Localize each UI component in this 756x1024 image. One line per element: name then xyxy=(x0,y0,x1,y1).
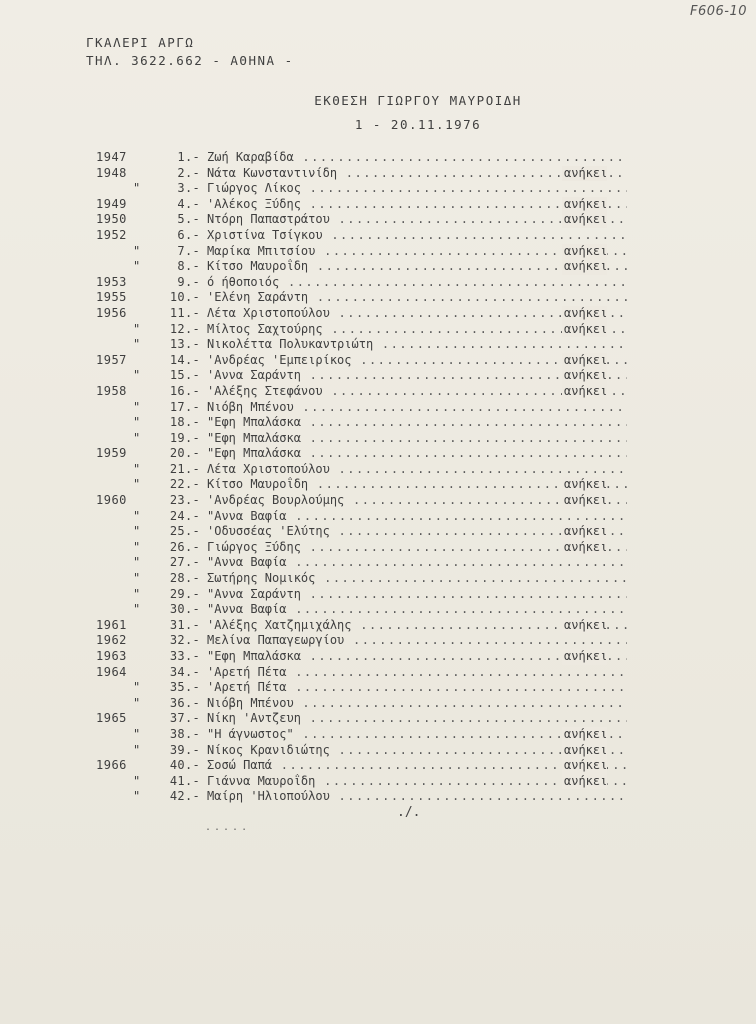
entry-status: ανήκει xyxy=(564,617,608,632)
entry-number: 3.- xyxy=(177,181,200,196)
entry-status: ανήκει xyxy=(564,477,608,492)
entry-number: 23.- xyxy=(169,493,200,508)
entry-owner-name: Μίλτος Σαχτούρης ..... xyxy=(207,322,627,338)
list-item xyxy=(92,166,652,182)
entry-year: 1966 xyxy=(96,758,127,773)
entry-number: 34.- xyxy=(169,664,200,679)
trailing-dots: ..... xyxy=(205,822,251,833)
list-item xyxy=(92,400,652,416)
entry-owner-name: "Εφη Μπαλάσκα ..... xyxy=(207,446,627,462)
entry-owner-name: "Αννα Βαφία ..... xyxy=(207,509,627,525)
entry-status: ανήκει xyxy=(564,524,608,539)
entry-year: 1961 xyxy=(96,617,127,632)
exhibition-dates: 1 - 20.11.1976 xyxy=(354,117,482,132)
entry-number: 9.- xyxy=(177,274,200,289)
entry-owner-name: Χριστίνα Τσίγκου ..... xyxy=(207,228,627,244)
entry-year: " xyxy=(133,368,141,383)
list-item xyxy=(92,431,652,447)
entry-status: ανήκει xyxy=(564,539,608,554)
entry-number: 10.- xyxy=(169,290,200,305)
gallery-phone: ΤΗΛ. 3622.662 - ΑΘΗΝΑ - xyxy=(86,53,294,68)
entry-owner-name: "Εφη Μπαλάσκα ..... xyxy=(207,415,627,431)
entry-year: " xyxy=(133,695,141,710)
entry-year: " xyxy=(133,524,141,539)
entry-year: " xyxy=(133,555,141,570)
entry-status: ανήκει xyxy=(564,165,608,180)
entry-number: 28.- xyxy=(169,571,200,586)
list-item xyxy=(92,306,652,322)
entry-owner-name: "Αννα Βαφία ..... xyxy=(207,602,627,618)
entry-owner-name: "Εφη Μπαλάσκα ..... xyxy=(207,431,627,447)
list-item xyxy=(92,555,652,571)
entry-owner-name: 'Αρετή Πέτα ..... xyxy=(207,680,627,696)
entry-number: 2.- xyxy=(177,165,200,180)
entry-year: 1960 xyxy=(96,493,127,508)
entry-status: ανήκει xyxy=(564,196,608,211)
entry-owner-name: Νίκη 'Αντζευη ..... xyxy=(207,711,627,727)
entry-owner-name: "Εφη Μπαλάσκα ..... xyxy=(207,649,627,665)
list-item xyxy=(92,680,652,696)
entry-year: 1963 xyxy=(96,649,127,663)
entry-owner-name: 'Αλέξης Στεφάνου ..... xyxy=(207,384,627,400)
list-item xyxy=(92,197,652,213)
list-item xyxy=(92,244,652,260)
list-item xyxy=(92,633,652,649)
entry-year: " xyxy=(133,243,141,258)
entry-year: " xyxy=(133,337,141,352)
entry-year: 1957 xyxy=(96,352,127,367)
entry-year: " xyxy=(133,742,141,757)
entry-owner-name: 'Ανδρέας 'Εμπειρίκος ..... xyxy=(207,353,627,369)
list-item xyxy=(92,462,652,478)
entry-number: 26.- xyxy=(169,539,200,554)
entry-owner-name: ό ήθοποιός ..... xyxy=(207,275,627,291)
list-item xyxy=(92,384,652,400)
entry-owner-name: Νιόβη Μπένου ..... xyxy=(207,400,627,416)
entry-status: ανήκει xyxy=(564,352,608,367)
entry-number: 38.- xyxy=(169,726,200,741)
entry-year: " xyxy=(133,539,141,554)
entry-year: 1965 xyxy=(96,711,127,726)
list-item xyxy=(92,228,652,244)
entry-year: " xyxy=(133,680,141,695)
entry-owner-name: Μελίνα Παπαγεωργίου ..... xyxy=(207,633,627,649)
list-item xyxy=(92,758,652,774)
entry-year: 1947 xyxy=(96,150,127,164)
entry-year: " xyxy=(133,399,141,414)
entry-owner-name: 'Ελένη Σαράντη ..... xyxy=(207,290,627,306)
entry-owner-name: 'Ανδρέας Βουρλούμης ..... xyxy=(207,493,627,509)
entry-status: ανήκει xyxy=(564,773,608,788)
entry-owner-name: Κίτσο Μαυροΐδη ..... xyxy=(207,477,627,493)
entry-status: ανήκει xyxy=(564,259,608,274)
entry-owner-name: Γιάννα Μαυροΐδη ..... xyxy=(207,774,627,790)
list-item xyxy=(92,446,652,462)
entry-number: 8.- xyxy=(177,259,200,274)
entry-status: ανήκει xyxy=(564,383,608,398)
list-item xyxy=(92,353,652,369)
entry-year: " xyxy=(133,571,141,586)
entry-number: 33.- xyxy=(169,649,200,663)
list-item xyxy=(92,649,652,665)
entry-owner-name: "Η άγνωστος" ..... xyxy=(207,727,627,743)
entry-owner-name: "Αννα Σαράντη ..... xyxy=(207,587,627,603)
entry-owner-name: Λέτα Χριστοπούλου ..... xyxy=(207,462,627,478)
entry-owner-name: Μαρίκα Μπιτσίου ..... xyxy=(207,244,627,260)
entry-year: " xyxy=(133,602,141,617)
list-item xyxy=(92,368,652,384)
entry-status: ανήκει xyxy=(564,212,608,227)
entry-year: " xyxy=(133,430,141,445)
entry-year: 1949 xyxy=(96,196,127,211)
entry-owner-name: Νικολέττα Πολυκαντριώτη ..... xyxy=(207,337,627,353)
entry-year: " xyxy=(133,586,141,601)
entry-owner-name: Γιώργος Ξύδης ..... xyxy=(207,540,627,556)
list-item xyxy=(92,774,652,790)
list-item xyxy=(92,493,652,509)
entry-status: ανήκει xyxy=(564,305,608,320)
entry-year: 1953 xyxy=(96,274,127,289)
list-item xyxy=(92,789,652,805)
list-item xyxy=(92,618,652,634)
list-item xyxy=(92,322,652,338)
entry-number: 7.- xyxy=(177,243,200,258)
entry-number: 11.- xyxy=(169,305,200,320)
list-item xyxy=(92,275,652,291)
entry-owner-name: 'Αρετή Πέτα ..... xyxy=(207,665,627,681)
entry-year: " xyxy=(133,415,141,430)
entry-year: 1956 xyxy=(96,305,127,320)
entry-number: 32.- xyxy=(169,633,200,648)
entry-number: 37.- xyxy=(169,711,200,726)
archive-reference: F606-10 xyxy=(690,4,748,19)
entry-owner-name: Γιώργος Λίκος ..... xyxy=(207,181,627,197)
list-item xyxy=(92,337,652,353)
entry-year: " xyxy=(133,461,141,476)
entry-owner-name: 'Αλέξης Χατζημιχάλης ..... xyxy=(207,618,627,634)
entry-number: 1.- xyxy=(177,150,200,164)
entry-owner-name: Ντόρη Παπαστράτου ..... xyxy=(207,212,627,228)
entry-status: ανήκει xyxy=(564,493,608,508)
entry-number: 17.- xyxy=(169,399,200,414)
entry-status: ανήκει xyxy=(564,649,608,663)
list-item xyxy=(92,727,652,743)
list-item xyxy=(92,290,652,306)
entry-owner-name: Ζωή Καραβίδα ..... xyxy=(207,150,627,166)
entry-year: 1958 xyxy=(96,383,127,398)
list-item xyxy=(92,571,652,587)
entry-number: 42.- xyxy=(169,789,200,804)
entry-owner-name: 'Οδυσσέας 'Ελύτης ..... xyxy=(207,524,627,540)
entry-number: 30.- xyxy=(169,602,200,617)
entry-number: 27.- xyxy=(169,555,200,570)
list-item xyxy=(92,150,652,166)
entry-status: ανήκει xyxy=(564,243,608,258)
list-item xyxy=(92,711,652,727)
entry-number: 14.- xyxy=(169,352,200,367)
entry-number: 12.- xyxy=(169,321,200,336)
entry-owner-name: Σωτήρης Νομικός ..... xyxy=(207,571,627,587)
entry-owner-name: 'Αλέκος Ξύδης ..... xyxy=(207,197,627,213)
entry-status: ανήκει xyxy=(564,758,608,773)
entry-year: 1948 xyxy=(96,165,127,180)
entry-year: " xyxy=(133,181,141,196)
entry-owner-name: 'Αννα Σαράντη ..... xyxy=(207,368,627,384)
entry-owner-name: Λέτα Χριστοπούλου ..... xyxy=(207,306,627,322)
entry-number: 36.- xyxy=(169,695,200,710)
list-item xyxy=(92,259,652,275)
entry-number: 19.- xyxy=(169,430,200,445)
exhibition-title: ΕΚΘΕΣΗ ΓΙΩΡΓΟΥ ΜΑΥΡΟΙΔΗ xyxy=(314,93,522,108)
entry-year: " xyxy=(133,321,141,336)
entry-year: " xyxy=(133,477,141,492)
list-item xyxy=(92,524,652,540)
entry-year: 1962 xyxy=(96,633,127,648)
list-item xyxy=(92,415,652,431)
entry-number: 13.- xyxy=(169,337,200,352)
entry-year: 1952 xyxy=(96,227,127,242)
entry-year: " xyxy=(133,508,141,523)
entry-owner-name: Μαίρη 'Ηλιοπούλου ..... xyxy=(207,789,627,805)
continuation-mark: ./. xyxy=(397,805,421,820)
entry-year: " xyxy=(133,259,141,274)
entry-owner-name: Νάτα Κωνσταντινίδη ..... xyxy=(207,166,627,182)
entry-number: 39.- xyxy=(169,742,200,757)
list-item xyxy=(92,540,652,556)
list-item xyxy=(92,477,652,493)
works-list xyxy=(92,150,652,805)
entry-status: ανήκει xyxy=(564,726,608,741)
entry-owner-name: Κίτσο Μαυροΐδη ..... xyxy=(207,259,627,275)
entry-number: 16.- xyxy=(169,383,200,398)
list-item xyxy=(92,602,652,618)
entry-owner-name: "Αννα Βαφία ..... xyxy=(207,555,627,571)
entry-year: 1950 xyxy=(96,212,127,227)
gallery-name: ΓΚΑΛΕΡΙ ΑΡΓΩ xyxy=(86,35,195,50)
entry-number: 21.- xyxy=(169,461,200,476)
entry-owner-name: Νιόβη Μπένου ..... xyxy=(207,696,627,712)
entry-number: 41.- xyxy=(169,773,200,788)
entry-year: 1955 xyxy=(96,290,127,305)
entry-number: 5.- xyxy=(177,212,200,227)
list-item xyxy=(92,587,652,603)
entry-number: 24.- xyxy=(169,508,200,523)
list-item xyxy=(92,181,652,197)
list-item xyxy=(92,743,652,759)
entry-number: 4.- xyxy=(177,196,200,211)
list-item xyxy=(92,696,652,712)
entry-owner-name: Σοσώ Παπά ..... xyxy=(207,758,627,774)
entry-status: ανήκει xyxy=(564,742,608,757)
list-item xyxy=(92,212,652,228)
entry-year: 1964 xyxy=(96,664,127,679)
entry-status: ανήκει xyxy=(564,321,608,336)
entry-number: 18.- xyxy=(169,415,200,430)
entry-number: 35.- xyxy=(169,680,200,695)
entry-number: 15.- xyxy=(169,368,200,383)
entry-year: " xyxy=(133,773,141,788)
entry-number: 6.- xyxy=(177,227,200,242)
entry-year: " xyxy=(133,789,141,804)
entry-status: ανήκει xyxy=(564,368,608,383)
entry-number: 20.- xyxy=(169,446,200,461)
entry-owner-name: Νίκος Κρανιδιώτης ..... xyxy=(207,743,627,759)
entry-year: " xyxy=(133,726,141,741)
entry-number: 29.- xyxy=(169,586,200,601)
list-item xyxy=(92,509,652,525)
entry-number: 31.- xyxy=(169,617,200,632)
entry-year: 1959 xyxy=(96,446,127,461)
entry-number: 25.- xyxy=(169,524,200,539)
list-item xyxy=(92,665,652,681)
entry-number: 22.- xyxy=(169,477,200,492)
entry-number: 40.- xyxy=(169,758,200,773)
